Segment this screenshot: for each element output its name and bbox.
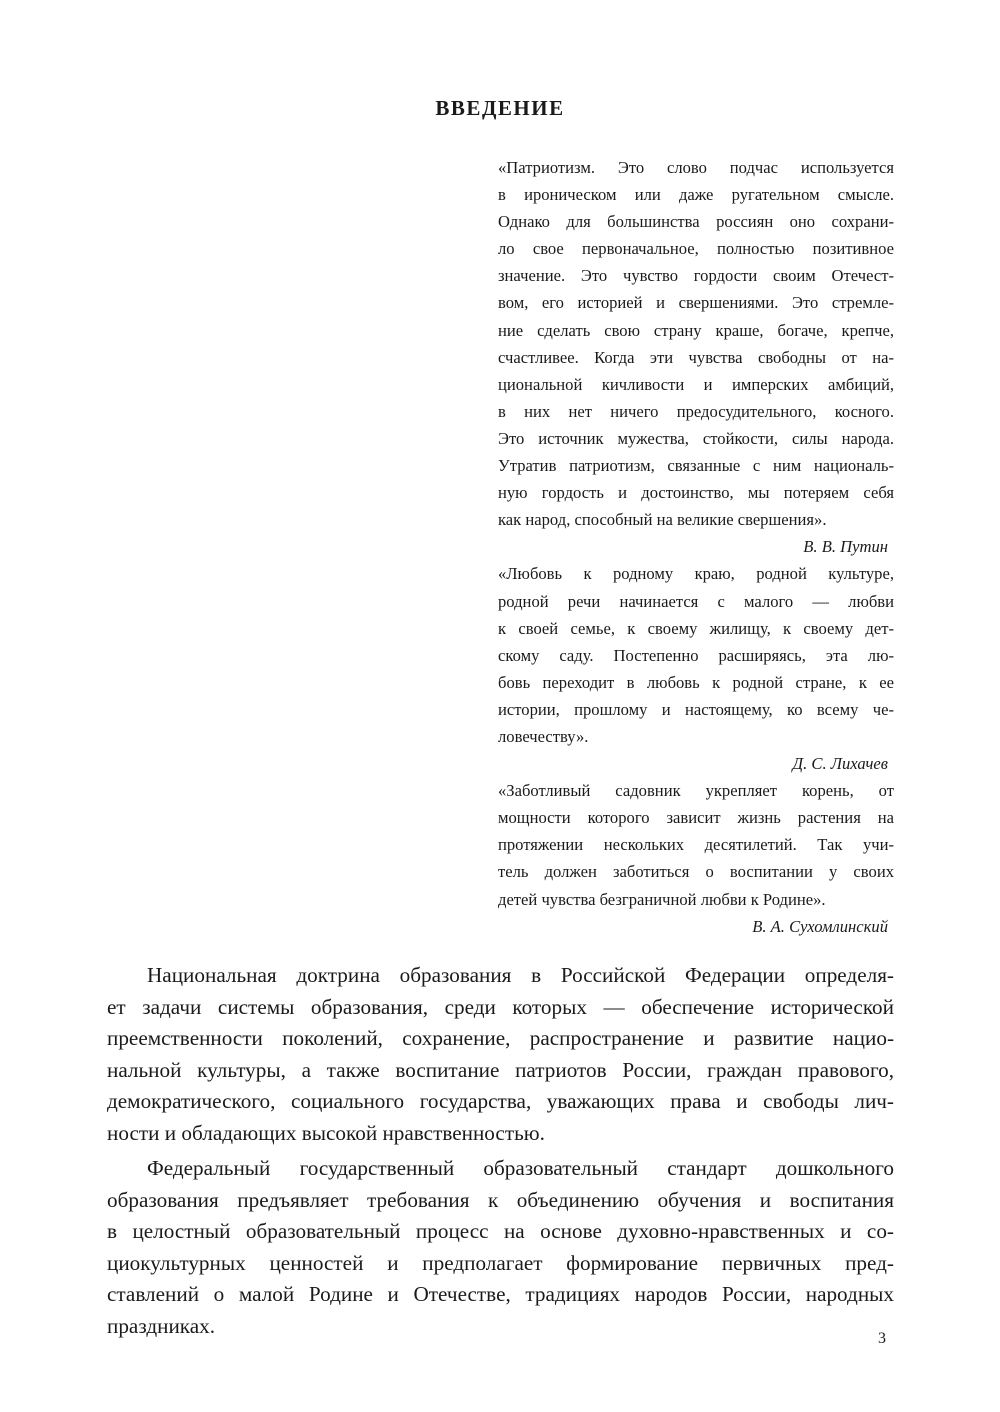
epigraph-line: ло свое первоначальное, полностью позитивное xyxy=(498,239,894,259)
epigraph-line: вом, его историей и свершениями. Это стремле- xyxy=(498,293,894,313)
paragraph-line: циокультурных ценностей и предполагает формирование первичных пред- xyxy=(107,1250,894,1275)
epigraph-line: Это источник мужества, стойкости, силы народа. xyxy=(498,428,894,448)
epigraph-author: В. В. Путин xyxy=(803,537,888,557)
paragraph-line: нальной культуры, а также воспитание патриотов России, граждан правового, xyxy=(107,1057,894,1082)
paragraph xyxy=(107,960,894,1149)
paragraph-line: в целостный образовательный процесс на основе духовно-нравственных и со- xyxy=(107,1219,894,1243)
epigraph-line: ную гордость и достоинство, мы потеряем себя xyxy=(498,483,894,503)
paragraph-line: ности и обладающих высокой нравственностью. xyxy=(107,1120,545,1145)
epigraphs-block xyxy=(498,154,894,940)
paragraph-line: демократического, социального государства, уважающих права и свободы лич- xyxy=(107,1089,894,1113)
epigraph-line: «Заботливый садовник укрепляет корень, от xyxy=(498,781,894,801)
epigraph xyxy=(498,154,894,560)
epigraph-line: истории, прошлому и настоящему, ко всему че- xyxy=(498,699,894,719)
epigraph-line: Утратив патриотизм, связанные с ним националь- xyxy=(498,456,894,476)
paragraph-line: ет задачи системы образования, среди которых — обеспечение исторической xyxy=(107,994,894,1019)
epigraph-line: тель должен заботиться о воспитании у своих xyxy=(498,862,894,882)
epigraph-line: к своей семье, к своему жилищу, к своему дет- xyxy=(498,618,894,638)
paragraph-line: преемственности поколений, сохранение, распространение и развитие нацио- xyxy=(107,1026,894,1050)
paragraph-line: праздниках. xyxy=(107,1313,216,1338)
page-title: ВВЕДЕНИЕ xyxy=(435,96,565,120)
epigraph-line: циональной кичливости и имперских амбиций, xyxy=(498,374,894,394)
epigraph-line: родной речи начинается с малого — любви xyxy=(498,591,894,611)
epigraph-line: «Патриотизм. Это слово подчас используется xyxy=(498,158,894,177)
paragraph xyxy=(107,1153,894,1342)
epigraph-author: Д. С. Лихачев xyxy=(792,754,888,774)
page-number: 3 xyxy=(878,1330,886,1347)
epigraph xyxy=(498,560,894,777)
epigraph-line: «Любовь к родному краю, родной культуре, xyxy=(498,564,894,584)
epigraph-line: бовь переходит в любовь к родной стране, к ее xyxy=(498,672,894,692)
epigraph-line: счастливее. Когда эти чувства свободны от на- xyxy=(498,347,894,367)
epigraph-line: в ироническом или даже ругательном смысле. xyxy=(498,185,894,205)
epigraph-line: мощности которого зависит жизнь растения на xyxy=(498,808,894,828)
epigraph-line: скому саду. Постепенно расширяясь, эта лю- xyxy=(498,645,894,665)
epigraph-line: ловечеству». xyxy=(498,726,589,746)
paragraph-line: Национальная доктрина образования в Российской Федерации определя- xyxy=(147,963,894,987)
epigraph-author: В. А. Сухомлинский xyxy=(752,916,888,936)
epigraph-line: детей чувства безграничной любви к Родине». xyxy=(498,889,826,909)
paragraph-line: ставлений о малой Родине и Отечестве, традициях народов России, народных xyxy=(107,1282,894,1306)
epigraph-line: ние сделать свою страну краше, богаче, крепче, xyxy=(498,320,894,340)
main-text xyxy=(107,960,894,1342)
paragraph-line: образования предъявляет требования к объединению обучения и воспитания xyxy=(107,1187,894,1212)
epigraph-line: Однако для большинства россиян оно сохрани- xyxy=(498,212,894,232)
paragraph-line: Федеральный государственный образовательный стандарт дошкольного xyxy=(147,1156,894,1180)
epigraph-line: значение. Это чувство гордости своим Отечест- xyxy=(498,266,894,286)
epigraph-line: протяжении нескольких десятилетий. Так учи- xyxy=(498,835,894,855)
epigraph-line: как народ, способный на великие свершения». xyxy=(498,510,827,530)
epigraph-line: в них нет ничего предосудительного, косного. xyxy=(498,401,894,421)
epigraph xyxy=(498,777,894,940)
